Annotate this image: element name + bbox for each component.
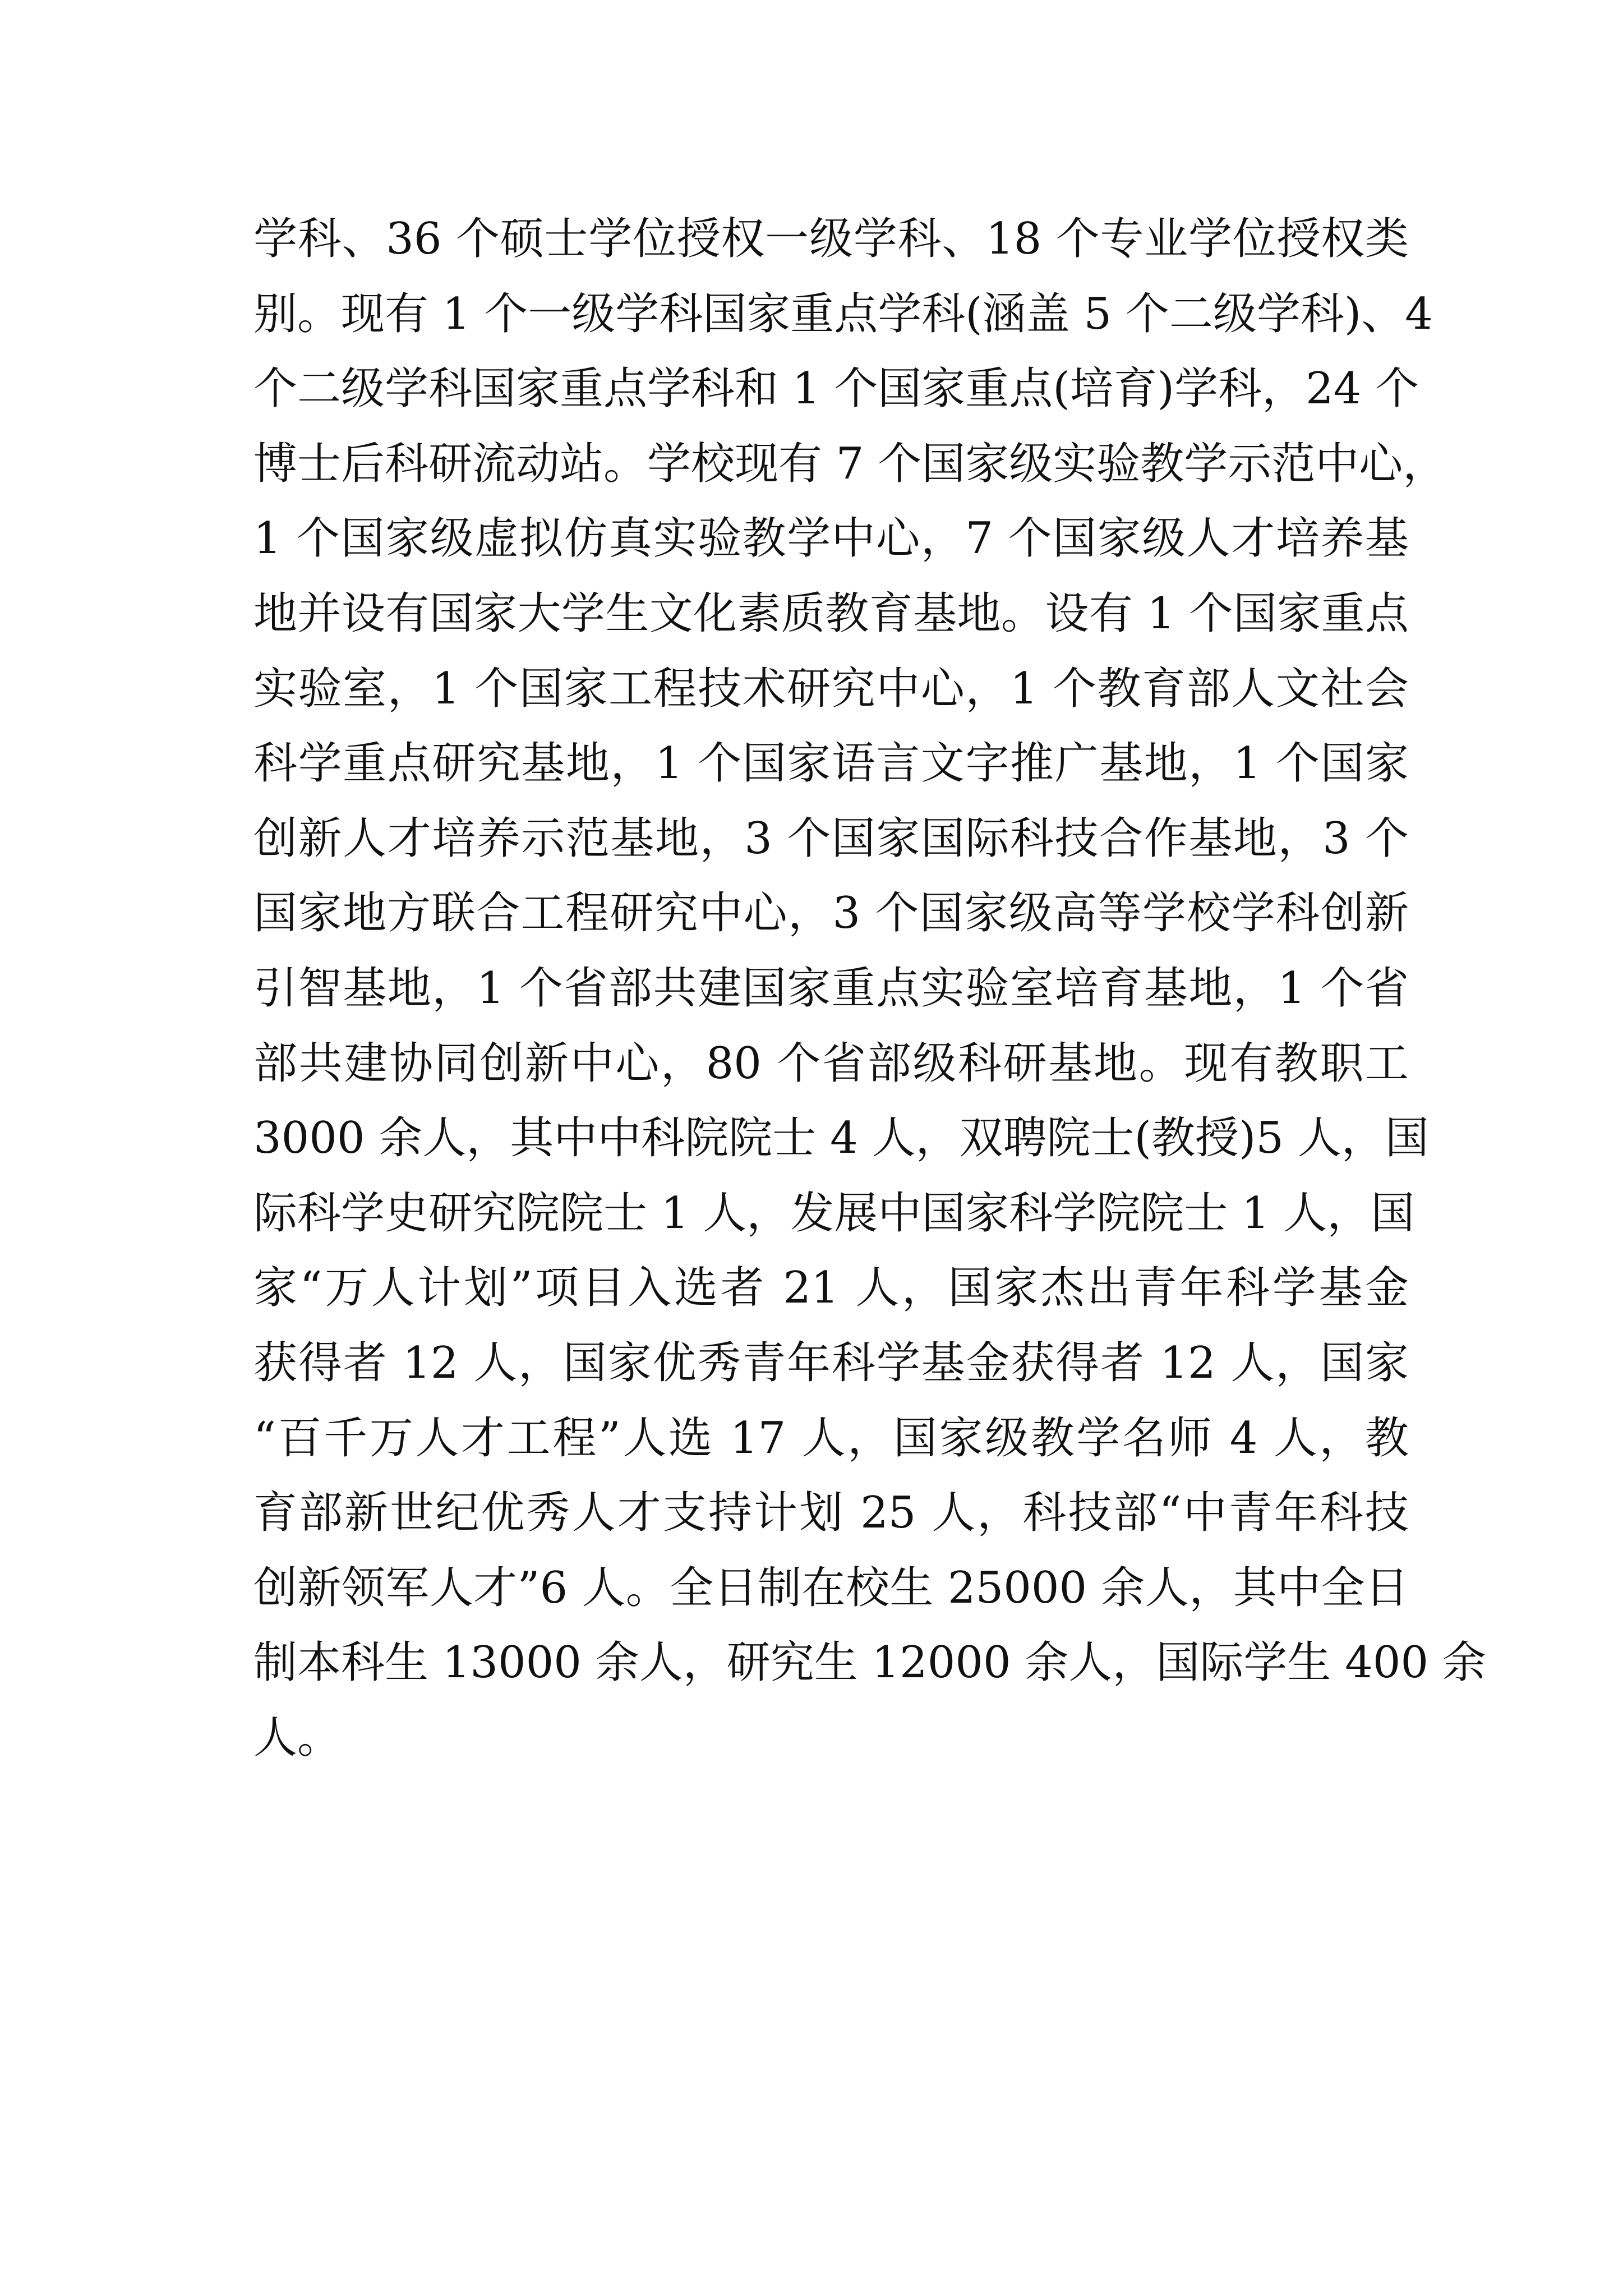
- text-line: 实验室，1 个国家工程技术研究中心，1 个教育部人文社会: [253, 663, 1409, 714]
- text-line: 别。现有 1 个一级学科国家重点学科(涵盖 5 个二级学科)、4: [253, 288, 1433, 339]
- text-line: 创新人才培养示范基地，3 个国家国际科技合作基地，3 个: [253, 813, 1409, 864]
- text-line: 育部新世纪优秀人才支持计划 25 人，科技部“中青年科技: [253, 1488, 1409, 1539]
- text-line: 国家地方联合工程研究中心，3 个国家级高等学校学科创新: [253, 888, 1409, 939]
- text-line: 部共建协同创新中心，80 个省部级科研基地。现有教职工: [253, 1038, 1409, 1089]
- text-line: 获得者 12 人，国家优秀青年科学基金获得者 12 人，国家: [253, 1337, 1409, 1388]
- text-line: 个二级学科国家重点学科和 1 个国家重点(培育)学科，24 个: [253, 364, 1419, 415]
- text-line: 博士后科研流动站。学校现有 7 个国家级实验教学示范中心，: [253, 438, 1447, 489]
- body-paragraph: [253, 202, 1486, 1775]
- text-line: 地并设有国家大学生文化素质教育基地。设有 1 个国家重点: [253, 588, 1409, 639]
- text-line: 1 个国家级虚拟仿真实验教学中心，7 个国家级人才培养基: [253, 513, 1409, 564]
- text-line: 创新领军人才”6 人。全日制在校生 25000 余人，其中全日: [253, 1562, 1409, 1613]
- text-line: “百千万人才工程”人选 17 人，国家级教学名师 4 人，教: [253, 1412, 1409, 1464]
- text-line: 家“万人计划”项目入选者 21 人，国家杰出青年科学基金: [253, 1263, 1409, 1314]
- text-line: 际科学史研究院院士 1 人，发展中国家科学院院士 1 人，国: [253, 1188, 1415, 1239]
- text-line: 3000 余人，其中中科院院士 4 人，双聘院士(教授)5 人，国: [253, 1113, 1429, 1164]
- text-line: 学科、36 个硕士学位授权一级学科、18 个专业学位授权类: [253, 214, 1409, 264]
- text-line: 引智基地，1 个省部共建国家重点实验室培育基地，1 个省: [253, 963, 1409, 1014]
- text-line: 人。: [253, 1712, 342, 1763]
- text-line: 科学重点研究基地，1 个国家语言文字推广基地，1 个国家: [253, 738, 1409, 789]
- text-line: 制本科生 13000 余人，研究生 12000 余人，国际学生 400 余: [253, 1637, 1486, 1688]
